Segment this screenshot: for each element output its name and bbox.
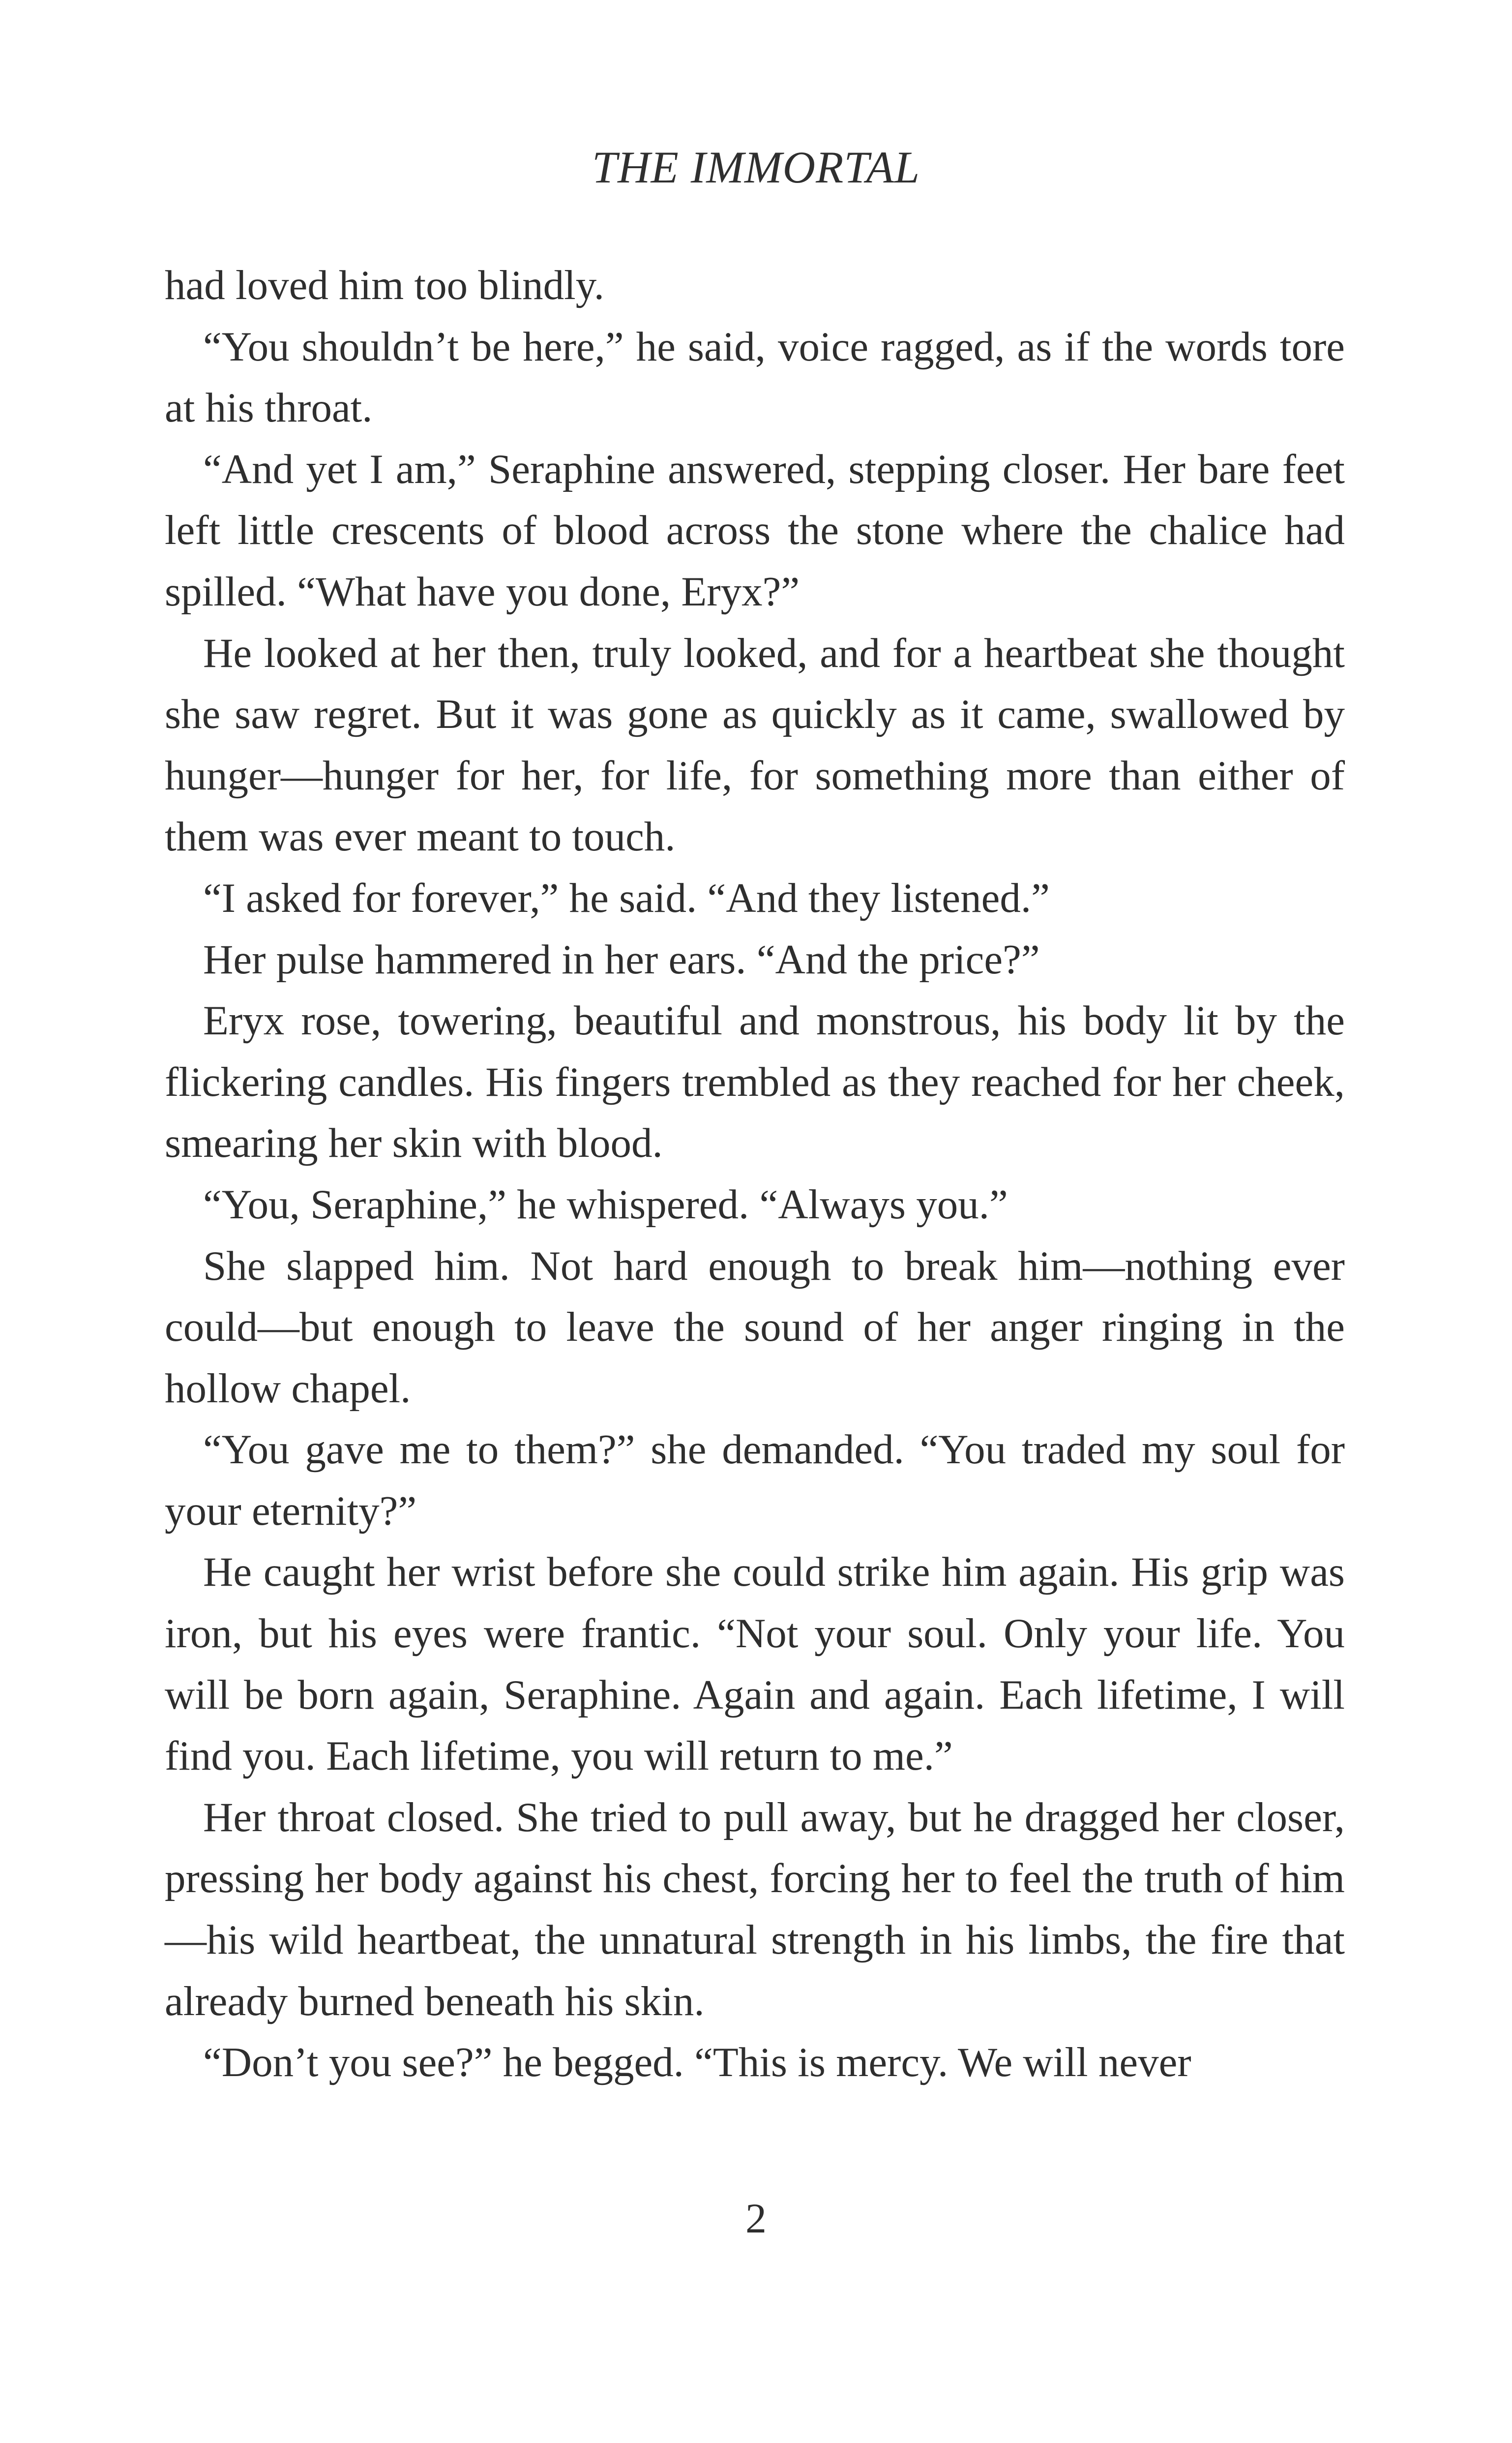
paragraph: “And yet I am,” Seraphine answered, stepping closer. Her bare feet left little crescents of blood across the stone where the chalice had spilled. “What have you done, Eryx?” (165, 446, 1345, 615)
paragraph: She slapped him. Not hard enough to break him—nothing ever could—but enough to leave the sound of her anger ringing in the hollow chapel. (165, 1242, 1345, 1412)
paragraph: “You gave me to them?” she demanded. “You traded my soul for your eternity?” (165, 1426, 1345, 1534)
paragraph: “Don’t you see?” he begged. “This is mercy. We will never (203, 2039, 1191, 2086)
paragraph: “You, Seraphine,” he whispered. “Always you.” (203, 1181, 1008, 1228)
paragraph: Eryx rose, towering, beautiful and monstrous, his body lit by the flickering candles. His fingers trembled as they reached for her cheek, smearing her skin with blood. (165, 997, 1345, 1167)
paragraph: had loved him too blindly. (165, 262, 604, 308)
running-head-title: THE IMMORTAL (592, 142, 920, 192)
body-text (165, 255, 1345, 2093)
paragraph: Her pulse hammered in her ears. “And the price?” (203, 936, 1040, 983)
paragraph: “I asked for forever,” he said. “And they listened.” (203, 875, 1050, 921)
paragraph: “You shouldn’t be here,” he said, voice ragged, as if the words tore at his throat. (165, 323, 1345, 431)
page-number: 2 (745, 2195, 767, 2242)
paragraph: He caught her wrist before she could strike him again. His grip was iron, but his eyes were frantic. “Not your soul. Only your life. You will be born again, Seraphine. Again and again. Each lifetime, I will find you. Each lifetime, you will return to me.” (165, 1549, 1345, 1779)
paragraph: Her throat closed. She tried to pull away, but he dragged her closer, pressing her body against his chest, forcing her to feel the truth of him—his wild heartbeat, the unnatural strength in his limbs, the fire that already burned beneath his skin. (165, 1794, 1345, 2024)
paragraph: He looked at her then, truly looked, and for a heartbeat she thought she saw regret. But it was gone as quickly as it came, swallowed by hunger—hunger for her, for life, for something more than either of them was ever meant to touch. (165, 630, 1345, 860)
